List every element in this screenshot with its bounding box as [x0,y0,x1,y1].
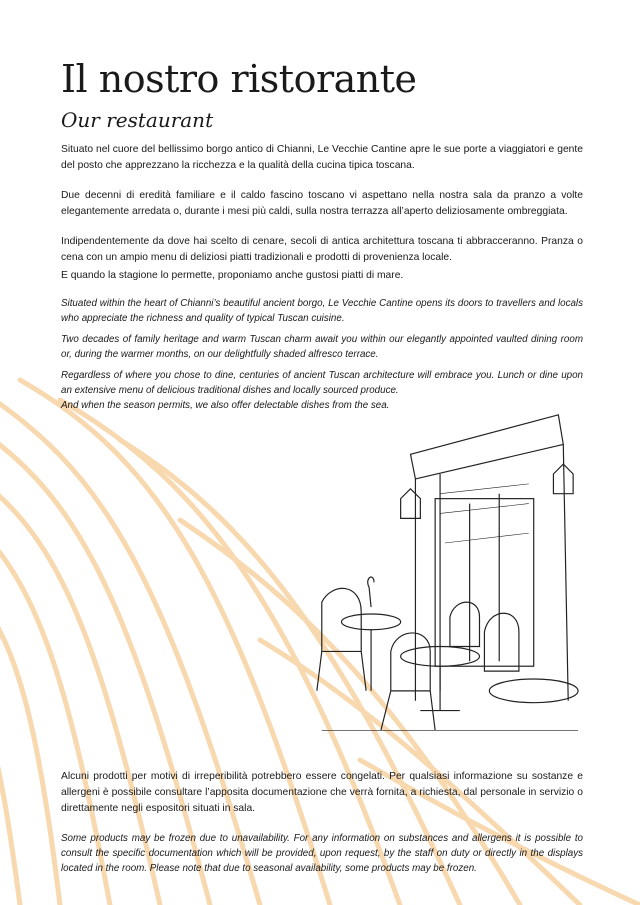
paragraph-en-4: And when the season permits, we also offer delectable dishes from the sea. [61,400,390,411]
notice-italian: Alcuni prodotti per motivi di irreperibilità potrebbero essere congelati. Per qualsiasi informazione su sostanze e allergeni è possibile consultare l’apposita documentazione che verrà fornita, a richiesta, dal personale in servizio o direttamente negli espositori situati in sala. [61,771,583,814]
page-subtitle: Our restaurant [61,108,214,132]
page-content [61,56,583,876]
english-description [61,296,583,413]
paragraph-en-1: Situated within the heart of Chianni’s beautiful ancient borgo, Le Vecchie Cantine opens its doors to travellers and locals who appreciate the richness and quality of typical Tuscan cuisine. [61,298,583,324]
italian-description [61,142,583,284]
paragraph-it-2: Due decenni di eredità familiare e il caldo fascino toscano vi aspettano nella nostra sala da pranzo a volte elegantemente arredata o, durante i mesi più caldi, sulla nostra terrazza all’aperto deliziosamente ombreggiata. [61,190,583,217]
paragraph-en-2: Two decades of family heritage and warm Tuscan charm await you within our elegantly appointed vaulted dining room or, during the warmer months, on our delightfully shaded alfresco terrace. [61,334,583,360]
notice-english: Some products may be frozen due to unavailability. For any information on substances and allergens it is possible to consult the specific documentation which will be provided, upon request, by the staff on duty or directly in the displays located in the room. Please note that due to seasonal availability, some products may be frozen. [61,833,583,874]
paragraph-it-4: E quando la stagione lo permette, proponiamo anche gustosi piatti di mare. [61,270,404,281]
paragraph-it-1: Situato nel cuore del bellissimo borgo antico di Chianni, Le Vecchie Cantine apre le sue porte a viaggiatori e gente del posto che apprezzano la ricchezza e la qualità della cucina tipica toscana. [61,144,583,171]
paragraph-en-3: Regardless of where you chose to dine, centuries of ancient Tuscan architecture will embrace you. Lunch or dine upon an extensive menu of delicious traditional dishes and locally sourced produce. [61,370,583,396]
page-title: Il nostro ristorante [61,57,417,101]
paragraph-it-3: Indipendentemente da dove hai scelto di cenare, secoli di antica architettura toscana ti abbracceranno. Pranza o cena con un ampio menu di deliziosi piatti tradizionali e prodotti di provenienza locale. [61,236,583,263]
allergen-notice [61,757,583,876]
